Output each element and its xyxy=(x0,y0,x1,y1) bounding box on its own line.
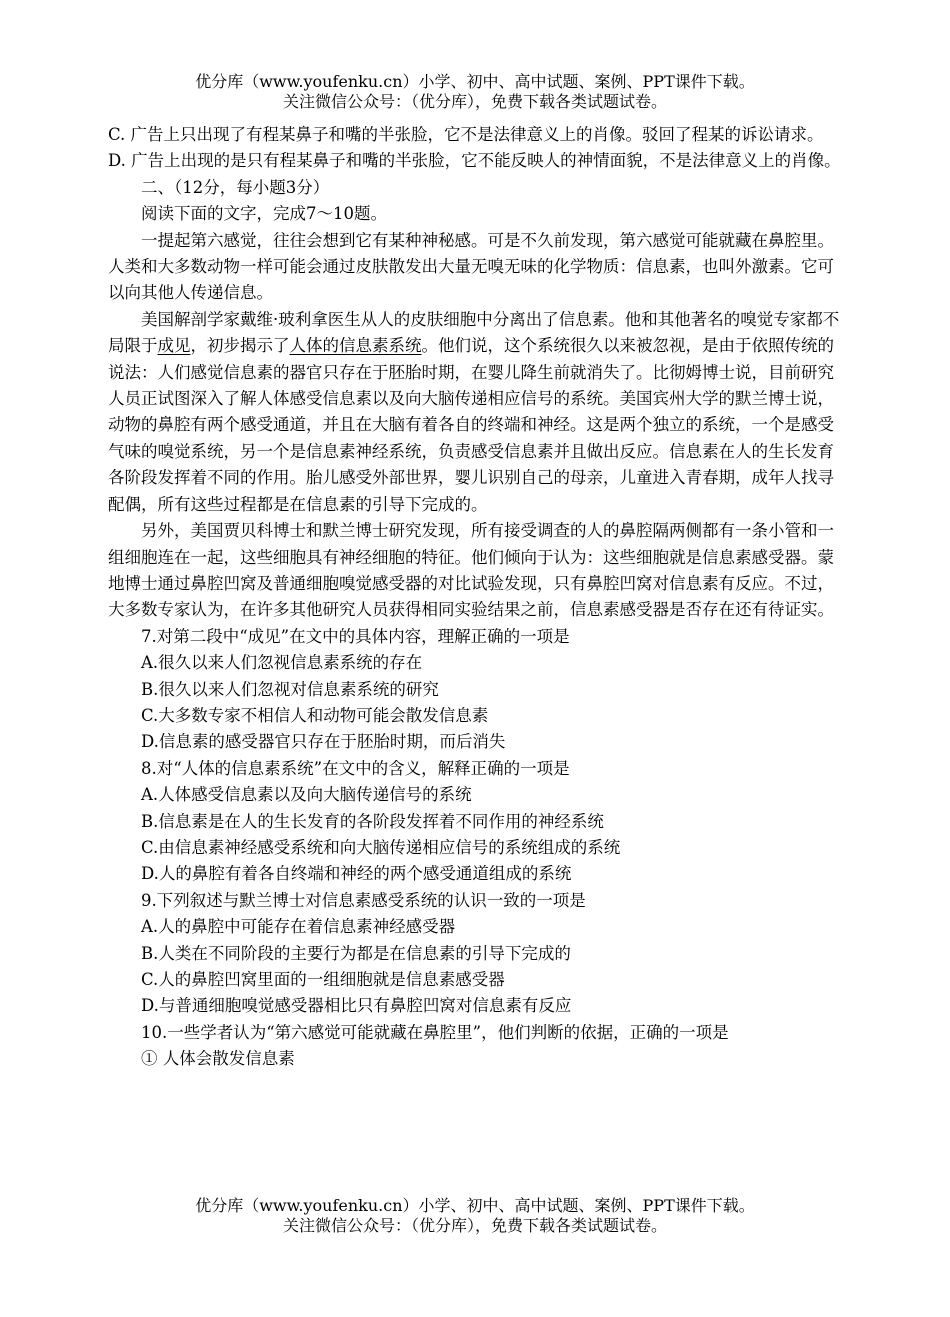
option-d-prev: D. 广告上出现的是只有程某鼻子和嘴的半张脸，它不能反映人的神情面貌，不是法律意义上的肖像。 xyxy=(108,151,841,171)
question-8-option-a: A.人体感受信息素以及向大脑传递信号的系统 xyxy=(141,785,472,805)
question-9-option-b: B.人类在不同阶段的主要行为都是在信息素的引导下完成的 xyxy=(141,943,571,963)
footer-line-1: 优分库（www.youfenku.cn）小学、初中、高中试题、案例、PPT课件下载。 xyxy=(195,1196,755,1215)
question-10-stem: 10.一些学者认为“第六感觉可能就藏在鼻腔里”，他们判断的依据，正确的一项是 xyxy=(141,1022,729,1042)
section-instruction: 阅读下面的文字，完成7～10题。 xyxy=(141,204,387,224)
question-8-option-c: C.由信息素神经感受系统和向大脑传递相应信号的系统组成的系统 xyxy=(141,837,621,857)
question-7-option-c: C.大多数专家不相信人和动物可能会散发信息素 xyxy=(141,705,489,725)
p2-text-a: 美国解剖学家戴维·玻利拿医生从人的皮肤细胞中分离出了信息素。他和其他著名的嗅觉专家都不局限于 xyxy=(108,309,840,356)
underlined-term-xinxisu-xitong: 人体的信息素系统 xyxy=(289,336,422,356)
header-line-1: 优分库（www.youfenku.cn）小学、初中、高中试题、案例、PPT课件下载。 xyxy=(195,72,755,91)
question-7-stem: 7.对第二段中“成见”在文中的具体内容，理解正确的一项是 xyxy=(141,626,570,646)
p2-text-b: ，初步揭示了 xyxy=(190,336,290,356)
question-7-option-b: B.很久以来人们忽视对信息素系统的研究 xyxy=(141,679,439,699)
question-9-option-c: C.人的鼻腔凹窝里面的一组细胞就是信息素感受器 xyxy=(141,970,505,989)
footer-line-2: 关注微信公众号：（优分库），免费下载各类试题试卷。 xyxy=(282,1216,667,1235)
document-body xyxy=(108,122,848,1073)
question-9-stem: 9.下列叙述与默兰博士对信息素感受系统的认识一致的一项是 xyxy=(141,890,586,910)
passage-paragraph-3: 另外，美国贾贝科博士和默兰博士研究发现，所有接受调查的人的鼻腔隔两侧都有一条小管和一组细胞连在一起，这些细胞具有神经细胞的特征。他们倾向于认为：这些细胞就是信息素感受器。蒙地博士通过鼻腔凹窝及普通细胞嗅觉感受器的对比试验发现，只有鼻腔凹窝对信息素有反应。不过，大多数专家认为，在许多其他研究人员获得相同实验结果之前，信息素感受器是否存在还有待证实。 xyxy=(108,521,834,620)
question-9-option-d: D.与普通细胞嗅觉感受器相比只有鼻腔凹窝对信息素有反应 xyxy=(141,996,572,1016)
option-c-prev: C. 广告上只出现了有程某鼻子和嘴的半张脸，它不是法律意义上的肖像。驳回了程某的诉讼请求。 xyxy=(108,125,824,144)
question-8-stem: 8.对“人体的信息素系统”在文中的含义，解释正确的一项是 xyxy=(141,758,570,778)
underlined-term-chengjian: 成见 xyxy=(157,336,191,356)
question-7-option-d: D.信息素的感受器官只存在于胚胎时期，而后消失 xyxy=(141,732,506,752)
page-header xyxy=(0,72,950,112)
question-8-option-d: D.人的鼻腔有着各自终端和神经的两个感受通道组成的系统 xyxy=(141,864,572,884)
question-7-option-a: A.很久以来人们忽视信息素系统的存在 xyxy=(141,653,423,673)
question-10-item-1: ① 人体会散发信息素 xyxy=(141,1049,295,1069)
section-heading: 二、（12分，每小题3分） xyxy=(141,177,330,197)
page-footer xyxy=(0,1196,950,1236)
question-8-option-b: B.信息素是在人的生长发育的各阶段发挥着不同作用的神经系统 xyxy=(141,811,604,831)
p2-text-c: 。他们说，这个系统很久以来被忽视，是由于依照传统的说法：人们感觉信息素的器官只存在于胚胎时期，在婴儿降生前就消失了。比彻姆博士说，目前研究人员正试图深入了解人体感受信息素以及向大脑传递相应信号的系统。美国宾州大学的默兰博士说，动物的鼻腔有两个感受通道，并且在大脑有着各自的终端和神经。这是两个独立的系统，一个是感受气味的嗅觉系统，另一个是信息素神经系统，负责感受信息素并且做出反应。信息素在人的生长发育各阶段发挥着不同的作用。胎儿感受外部世界，婴儿识别自己的母亲，儿童进入青春期，成年人找寻配偶，所有这些过程都是在信息素的引导下完成的。 xyxy=(108,336,834,514)
passage-paragraph-1: 一提起第六感觉，往往会想到它有某种神秘感。可是不久前发现，第六感觉可能就藏在鼻腔里。人类和大多数动物一样可能会通过皮肤散发出大量无嗅无味的化学物质：信息素，也叫外激素。它可以向其他人传递信息。 xyxy=(108,230,834,303)
header-line-2: 关注微信公众号：（优分库），免费下载各类试题试卷。 xyxy=(282,92,667,111)
question-9-option-a: A.人的鼻腔中可能存在着信息素神经感受器 xyxy=(141,917,456,937)
passage-paragraph-2 xyxy=(108,307,848,518)
